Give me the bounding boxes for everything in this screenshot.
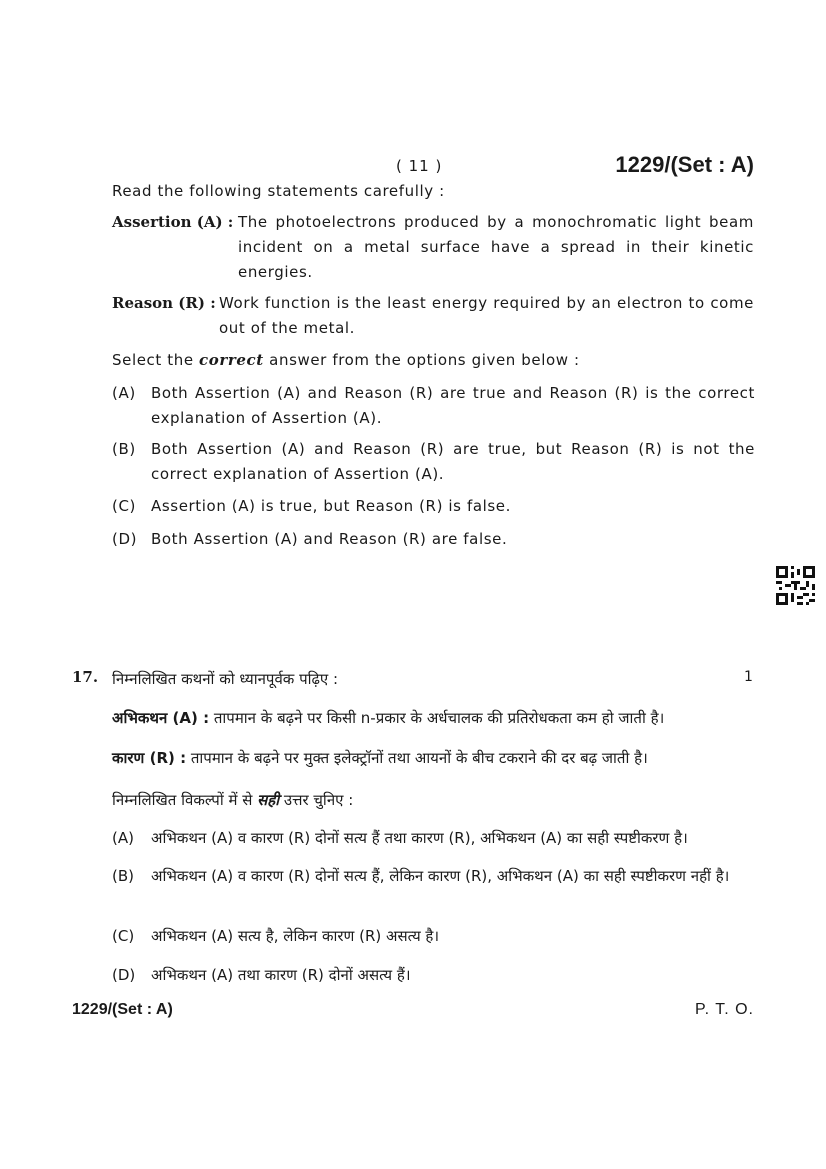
question-marks: 1 — [744, 669, 753, 685]
english-option-d[interactable]: (D) Both Assertion (A) and Reason (R) are false. — [112, 530, 508, 548]
question-number: 17. — [72, 668, 99, 686]
english-reason-text: Work function is the least energy required by an electron to come out of the metal. — [219, 294, 754, 337]
hindi-assertion: अभिकथन (A) : तापमान के बढ़ने पर किसी n-प्रकार के अर्धचालक की प्रतिरोधकता कम हो जाती है। — [112, 709, 665, 727]
set-code-header: 1229/(Set : A) — [615, 152, 754, 177]
hindi-option-b[interactable]: (B) अभिकथन (A) व कारण (R) दोनों सत्य हैं, लेकिन कारण (R), अभिकथन (A) का सही स्पष्टीकरण नहीं है। — [112, 867, 730, 885]
hindi-select-instruction: निम्नलिखित विकल्पों में से सही उत्तर चुनिए : — [112, 791, 354, 809]
qr-code-icon — [776, 566, 815, 605]
page-number: ( 11 ) — [396, 157, 443, 175]
english-assertion-text: The photoelectrons produced by a monochromatic light beam incident on a metal surface have a spread in their kinetic energies. — [238, 213, 754, 281]
hindi-reason: कारण (R) : तापमान के बढ़ने पर मुक्त इलेक्ट्रॉनों तथा आयनों के बीच टकराने की दर बढ़ जाती है। — [112, 749, 648, 767]
english-select-instruction: Select the correct answer from the options given below : — [112, 351, 580, 369]
set-code-footer: 1229/(Set : A) — [72, 1001, 173, 1018]
english-option-b[interactable]: (B) Both Assertion (A) and Reason (R) are true, but Reason (R) is not the correct explanation of Assertion (A). — [112, 440, 755, 483]
hindi-option-a[interactable]: (A) अभिकथन (A) व कारण (R) दोनों सत्य हैं तथा कारण (R), अभिकथन (A) का सही स्पष्टीकरण है। — [112, 829, 688, 847]
english-assertion-label: Assertion (A) : — [112, 213, 234, 231]
english-option-c[interactable]: (C) Assertion (A) is true, but Reason (R) is false. — [112, 497, 512, 515]
pto-label: P. T. O. — [695, 1001, 754, 1018]
hindi-option-c[interactable]: (C) अभिकथन (A) सत्य है, लेकिन कारण (R) असत्य है। — [112, 927, 440, 945]
hindi-option-d[interactable]: (D) अभिकथन (A) तथा कारण (R) दोनों असत्य हैं। — [112, 966, 411, 984]
english-intro: Read the following statements carefully : — [112, 182, 445, 200]
english-keyword-correct: correct — [199, 351, 264, 369]
hindi-intro: निम्नलिखित कथनों को ध्यानपूर्वक पढ़िए : — [112, 670, 339, 688]
english-option-a[interactable]: (A) Both Assertion (A) and Reason (R) are true and Reason (R) is the correct explanation of Assertion (A). — [112, 384, 755, 427]
hindi-keyword-correct: सही — [257, 791, 280, 809]
english-reason-label: Reason (R) : — [112, 294, 216, 312]
